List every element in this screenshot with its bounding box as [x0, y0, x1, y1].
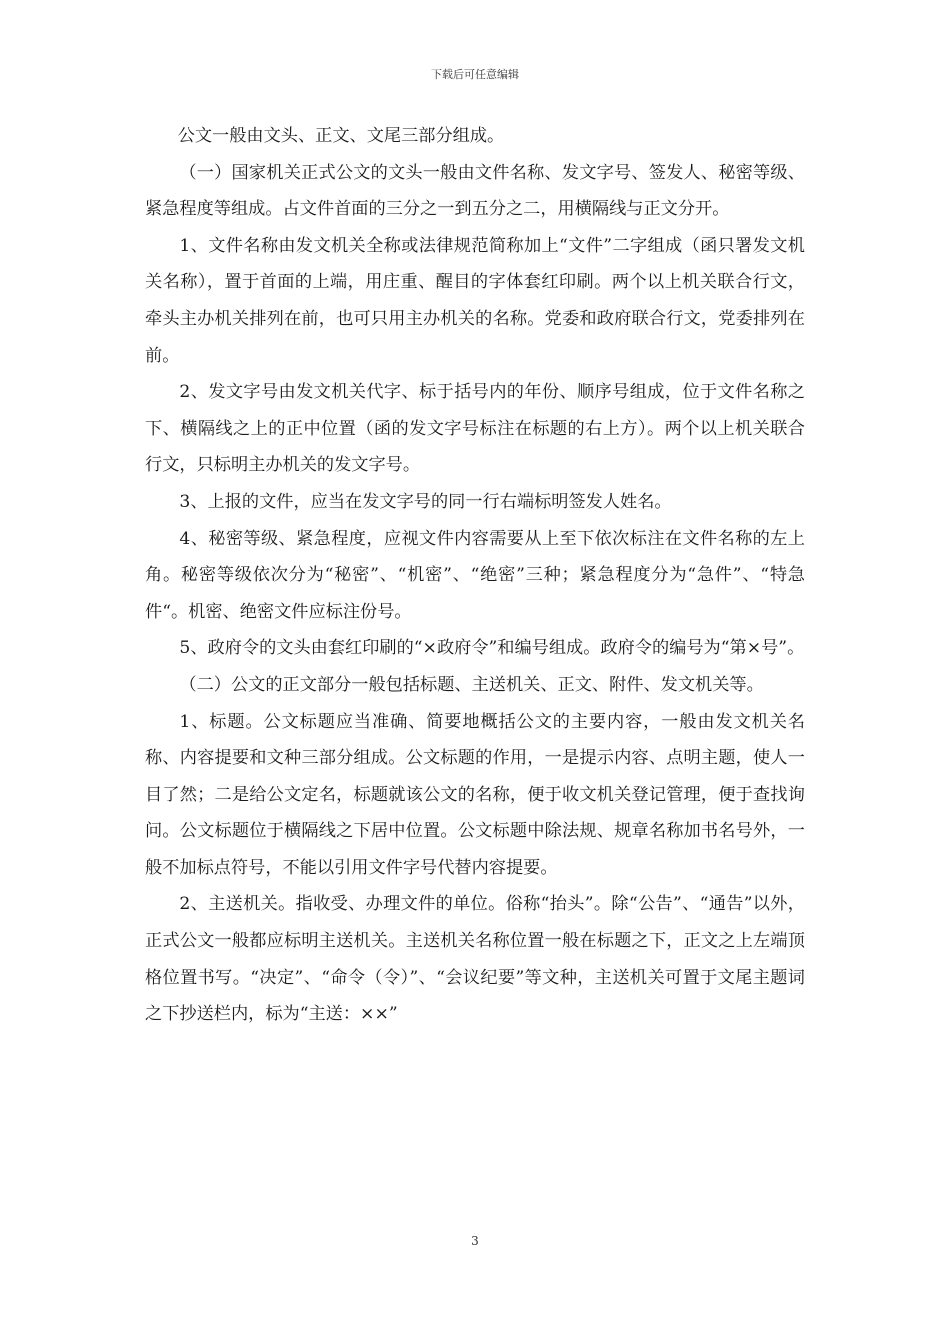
- document-body: [145, 118, 805, 1033]
- paragraph-item-1-3: 3、上报的文件，应当在发文字号的同一行右端标明签发人姓名。: [179, 491, 672, 512]
- paragraph-section-2: （二）公文的正文部分一般包括标题、主送机关、正文、附件、发文机关等。: [179, 674, 764, 695]
- page-header-note: 下载后可任意编辑: [431, 68, 519, 81]
- paragraph-item-2-2: 2、主送机关。指收受、办理文件的单位。俗称“抬头”。除“公告”、“通告”以外，正式公文一般都应标明主送机关。主送机关名称位置一般在标题之下，正文之上左端顶格位置书写。“决定”、“命令（令）”、“会议纪要”等文种，主送机关可置于文尾主题词之下抄送栏内，标为“主送：××”: [145, 894, 805, 1025]
- paragraph-item-1-1: 1、文件名称由发文机关全称或法律规范简称加上“文件”二字组成（函只署发文机关名称），置于首面的上端，用庄重、醒目的字体套红印刷。两个以上机关联合行文，牵头主办机关排列在前，也可只用主办机关的名称。党委和政府联合行文，党委排列在前。: [145, 235, 805, 366]
- paragraph-section-1: （一）国家机关正式公文的文头一般由文件名称、发文字号、签发人、秘密等级、紧急程度等组成。占文件首面的三分之一到五分之二，用横隔线与正文分开。: [145, 162, 805, 220]
- paragraph-item-1-5: 5、政府令的文头由套红印刷的“×政府令”和编号组成。政府令的编号为“第×号”。: [179, 638, 805, 659]
- paragraph-item-2-1: 1、标题。公文标题应当准确、简要地概括公文的主要内容，一般由发文机关名称、内容提要和文种三部分组成。公文标题的作用，一是提示内容、点明主题，使人一目了然；二是给公文定名，标题就该公文的名称，便于收文机关登记管理，便于查找询问。公文标题位于横隔线之下居中位置。公文标题中除法规、规章名称加书名号外，一般不加标点符号，不能以引用文件字号代替内容提要。: [145, 711, 805, 878]
- page-number: 3: [471, 1234, 479, 1248]
- paragraph-item-1-4: 4、秘密等级、紧急程度，应视文件内容需要从上至下依次标注在文件名称的左上角。秘密等级依次分为“秘密”、“机密”、“绝密”三种；紧急程度分为“急件”、“特急件“。机密、绝密文件应标注份号。: [145, 528, 805, 622]
- paragraph-intro: 公文一般由文头、正文、文尾三部分组成。: [177, 126, 505, 146]
- paragraph-item-1-2: 2、发文字号由发文机关代字、标于括号内的年份、顺序号组成，位于文件名称之下、横隔线之上的正中位置（函的发文字号标注在标题的右上方）。两个以上机关联合行文，只标明主办机关的发文字号。: [145, 382, 805, 476]
